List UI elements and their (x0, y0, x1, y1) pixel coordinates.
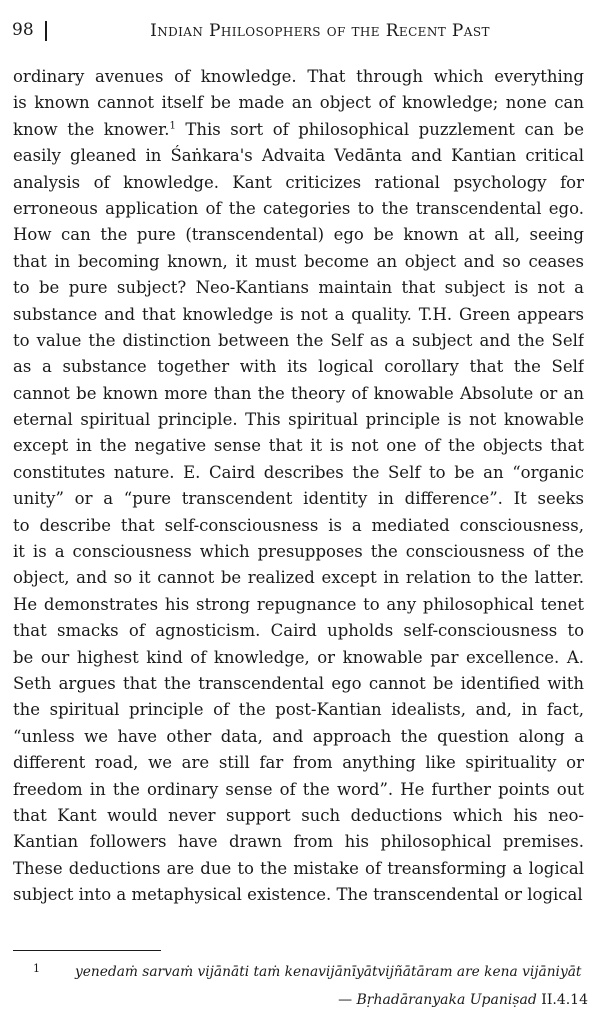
text-line: to be pure subject? Neo-Kantians maintain that subject is not a (13, 278, 584, 298)
text-line-end: This sort of philosophical puzzlement can be (175, 119, 584, 139)
text-line: substance and that knowledge is not a quality. T.H. Green appears (13, 304, 584, 324)
text-line: “unless we have other data, and approach the question along a (13, 726, 584, 746)
text-line: These deductions are due to the mistake of treansforming a logical (13, 858, 584, 878)
text-line: eternal spiritual principle. This spiritual principle is not knowable (13, 410, 584, 430)
footnote-source (338, 990, 588, 1010)
text-line: analysis of knowledge. Kant criticizes rational psychology for (13, 172, 584, 192)
text-line: to describe that self-consciousness is a mediated consciousness, (13, 515, 584, 535)
text-line: erroneous application of the categories to the transcendental ego. (13, 198, 584, 218)
text-line: Seth argues that the transcendental ego cannot be identified with (13, 673, 584, 693)
text-line: ordinary avenues of knowledge. That through which everything (13, 67, 584, 86)
text-line: He demonstrates his strong repugnance to any philosophical tenet (13, 594, 584, 614)
text-line: that smacks of agnosticism. Caird upholds self-consciousness to (13, 621, 584, 641)
text-line (13, 117, 584, 143)
text-line: constitutes nature. E. Caird describes the Self to be an “organic (13, 462, 584, 482)
header-divider (45, 21, 47, 41)
text-line: be our highest kind of knowledge, or knowable par excellence. A. (13, 647, 584, 667)
text-line: is known cannot itself be made an object of knowledge; none can (13, 93, 584, 113)
footnote-source-dash: — (338, 992, 357, 1008)
text-line: freedom in the ordinary sense of the word”. He further points out (13, 779, 584, 799)
text-line: except in the negative sense that it is not one of the objects that (13, 436, 584, 456)
footnote-divider (13, 950, 161, 951)
text-line: easily gleaned in Śaṅkara's Advaita Vedānta and Kantian critical (13, 146, 584, 166)
text-line: to value the distinction between the Self as a subject and the Self (13, 330, 584, 350)
text-line: that Kant would never support such deductions which his neo- (13, 805, 584, 825)
footnote-source-title: Bṛhadāranyaka Upaniṣad (356, 992, 537, 1008)
running-head: Indian Philosophers of the Recent Past (150, 21, 490, 41)
page-header (0, 18, 600, 46)
text-line: different road, we are still far from anything like spirituality or (13, 753, 584, 773)
text-line: unity” or a “pure transcendent identity in difference”. It seeks (13, 489, 584, 509)
text-line: subject into a metaphysical existence. The transcendental or logical (13, 885, 583, 905)
text-line: object, and so it cannot be realized except in relation to the latter. (13, 568, 584, 588)
footnote-reference[interactable]: 1 (169, 120, 176, 132)
text-line: it is a consciousness which presupposes the consciousness of the (13, 542, 584, 562)
text-line-start: know the knower. (13, 119, 170, 139)
footnote-marker: 1 (33, 962, 40, 975)
footnote-text: yenedaṁ sarvaṁ vijānāti taṁ kenavijānīyātvijñātāram are kena vijāniyāt (75, 964, 582, 980)
text-line: that in becoming known, it must become an object and so ceases (13, 251, 584, 271)
body-text (13, 64, 584, 909)
text-line: as a substance together with its logical corollary that the Self (13, 357, 584, 377)
text-line: How can the pure (transcendental) ego be known at all, seeing (13, 225, 584, 245)
text-line: cannot be known more than the theory of knowable Absolute or an (13, 383, 584, 403)
page-number: 98 (12, 20, 34, 40)
footnote-source-reference: II.4.14 (536, 992, 588, 1008)
text-line: the spiritual principle of the post-Kantian idealists, and, in fact, (13, 700, 584, 720)
text-line: Kantian followers have drawn from his philosophical premises. (13, 832, 584, 852)
